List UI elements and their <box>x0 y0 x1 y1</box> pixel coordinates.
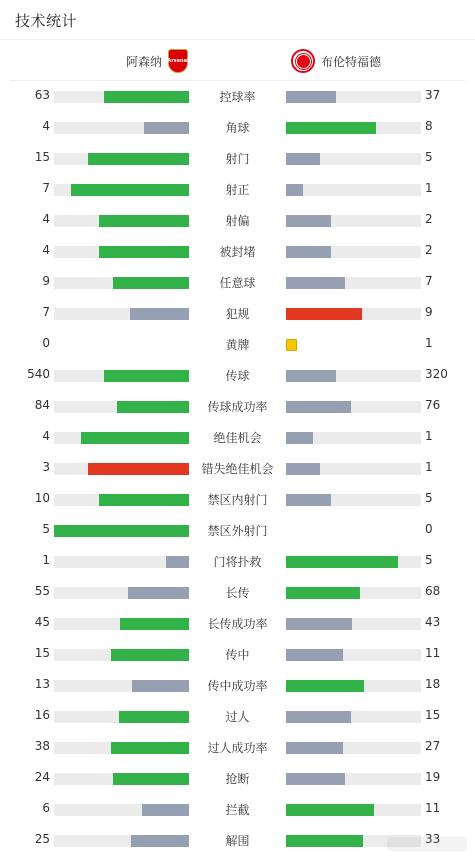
home-bar-track <box>54 494 189 506</box>
away-bar-fill <box>286 246 331 258</box>
home-bar-track <box>54 91 189 103</box>
stat-row <box>0 422 475 453</box>
stat-label: 黄牌 <box>225 338 250 352</box>
away-stat-value: 11 <box>425 801 441 815</box>
home-stat-value: 4 <box>42 243 50 257</box>
away-bar-track <box>286 122 421 134</box>
away-bar-track <box>286 184 421 196</box>
stat-row <box>0 81 475 112</box>
away-team-name: 布伦特福德 <box>321 54 382 69</box>
away-stat-value: 5 <box>425 553 433 567</box>
stat-row <box>0 236 475 267</box>
stat-label: 解围 <box>225 834 250 848</box>
arsenal-crest-icon <box>168 49 188 73</box>
home-bar-fill <box>128 587 189 599</box>
home-bar-track <box>54 804 189 816</box>
stat-label: 犯规 <box>225 307 250 321</box>
away-bar-track <box>286 463 421 475</box>
home-bar-fill <box>99 215 189 227</box>
away-bar-fill <box>286 804 374 816</box>
home-stat-value: 24 <box>34 770 50 784</box>
home-bar-fill <box>99 494 189 506</box>
stat-label: 传球成功率 <box>207 400 268 414</box>
home-stat-value: 45 <box>34 615 50 629</box>
home-stat-value: 38 <box>34 739 50 753</box>
home-stat-value: 13 <box>34 677 50 691</box>
away-bar-track <box>286 401 421 413</box>
away-bar-fill <box>286 835 363 847</box>
stat-label: 禁区外射门 <box>207 524 268 538</box>
home-bar-track <box>54 370 189 382</box>
away-stat-value: 1 <box>425 336 433 350</box>
away-stat-value: 68 <box>425 584 441 598</box>
home-stat-value: 55 <box>34 584 50 598</box>
away-stat-value: 7 <box>425 274 433 288</box>
away-stat-value: 19 <box>425 770 441 784</box>
home-bar-fill <box>111 649 189 661</box>
stat-row <box>0 267 475 298</box>
stat-row <box>0 360 475 391</box>
home-stat-value: 84 <box>34 398 50 412</box>
away-bar-track <box>286 804 421 816</box>
away-bar-fill <box>286 680 364 692</box>
away-bar-track <box>286 742 421 754</box>
home-bar-track <box>54 246 189 258</box>
stat-row <box>0 701 475 732</box>
stat-row <box>0 112 475 143</box>
section-header <box>0 0 475 40</box>
away-bar-track <box>286 711 421 723</box>
stat-label: 角球 <box>225 121 250 135</box>
stat-label: 门将扑救 <box>213 555 262 569</box>
stat-label: 错失绝佳机会 <box>201 462 274 476</box>
home-bar-track <box>54 153 189 165</box>
away-bar-track <box>286 494 421 506</box>
stats-list <box>0 81 475 856</box>
stat-label: 长传 <box>225 586 250 600</box>
away-bar-fill <box>286 618 352 630</box>
away-bar-track <box>286 215 421 227</box>
home-stat-value: 16 <box>34 708 50 722</box>
home-stat-value: 15 <box>34 150 50 164</box>
stat-label: 控球率 <box>219 90 256 104</box>
away-bar-track <box>286 773 421 785</box>
away-stat-value: 11 <box>425 646 441 660</box>
team-header <box>10 41 465 81</box>
away-stat-value: 33 <box>425 832 441 846</box>
brentford-crest-icon <box>291 49 315 73</box>
home-bar-track <box>54 649 189 661</box>
away-bar-fill <box>286 401 351 413</box>
away-bar-fill <box>286 91 336 103</box>
stat-row <box>0 298 475 329</box>
home-stat-value: 10 <box>34 491 50 505</box>
stat-label: 过人成功率 <box>207 741 268 755</box>
away-stat-value: 5 <box>425 491 433 505</box>
away-bar-fill <box>286 308 362 320</box>
home-stat-value: 15 <box>34 646 50 660</box>
home-stat-value: 9 <box>42 274 50 288</box>
away-bar-fill <box>286 649 343 661</box>
away-bar-track <box>286 618 421 630</box>
stat-row <box>0 143 475 174</box>
home-bar-fill <box>104 370 189 382</box>
home-bar-fill <box>104 91 189 103</box>
home-bar-track <box>54 122 189 134</box>
stat-label: 拦截 <box>225 803 250 817</box>
away-bar-track <box>286 153 421 165</box>
away-stat-value: 320 <box>425 367 448 381</box>
away-bar-fill <box>286 742 343 754</box>
away-bar-track <box>286 587 421 599</box>
stat-row <box>0 794 475 825</box>
away-bar-fill <box>286 494 331 506</box>
away-bar-track <box>286 680 421 692</box>
stat-label: 传球 <box>225 369 250 383</box>
home-bar-track <box>54 215 189 227</box>
away-stat-value: 8 <box>425 119 433 133</box>
stat-row <box>0 763 475 794</box>
home-stat-value: 4 <box>42 119 50 133</box>
stat-label: 过人 <box>225 710 250 724</box>
away-bar-fill <box>286 370 336 382</box>
away-bar-track <box>286 556 421 568</box>
stat-label: 任意球 <box>219 276 256 290</box>
stat-row <box>0 205 475 236</box>
home-bar-fill <box>166 556 189 568</box>
home-stat-value: 4 <box>42 429 50 443</box>
away-bar-fill <box>286 277 345 289</box>
stat-row <box>0 670 475 701</box>
away-stat-value: 15 <box>425 708 441 722</box>
home-stat-value: 7 <box>42 181 50 195</box>
home-stat-value: 25 <box>34 832 50 846</box>
home-bar-track <box>54 463 189 475</box>
away-stat-value: 1 <box>425 460 433 474</box>
away-bar-fill <box>286 463 320 475</box>
away-stat-value: 9 <box>425 305 433 319</box>
home-bar-fill <box>117 401 189 413</box>
home-team-name: 阿森纳 <box>126 54 163 69</box>
away-bar-track <box>286 370 421 382</box>
away-bar-fill <box>286 215 331 227</box>
away-bar-track <box>286 91 421 103</box>
away-bar-track <box>286 246 421 258</box>
away-bar-track <box>286 432 421 444</box>
home-stat-value: 1 <box>42 553 50 567</box>
away-stat-value: 18 <box>425 677 441 691</box>
home-stat-value: 5 <box>42 522 50 536</box>
stat-label: 禁区内射门 <box>207 493 268 507</box>
home-stat-value: 6 <box>42 801 50 815</box>
home-bar-track <box>54 308 189 320</box>
home-bar-fill <box>99 246 189 258</box>
stat-label: 射门 <box>225 152 250 166</box>
away-bar-track <box>286 525 421 537</box>
home-stat-value: 540 <box>27 367 50 381</box>
stat-label: 传中 <box>225 648 250 662</box>
away-stat-value: 76 <box>425 398 441 412</box>
away-bar-fill <box>286 122 376 134</box>
stat-label: 长传成功率 <box>207 617 268 631</box>
away-stat-value: 1 <box>425 181 433 195</box>
away-stat-value: 27 <box>425 739 441 753</box>
stat-row <box>0 639 475 670</box>
stat-label: 传中成功率 <box>207 679 268 693</box>
stat-label: 被封堵 <box>219 245 256 259</box>
home-bar-fill <box>144 122 189 134</box>
home-bar-track <box>54 401 189 413</box>
away-stat-value: 0 <box>425 522 433 536</box>
home-bar-fill <box>130 308 189 320</box>
home-bar-fill <box>119 711 189 723</box>
away-stat-value: 43 <box>425 615 441 629</box>
stat-row <box>0 453 475 484</box>
home-bar-track <box>54 277 189 289</box>
home-bar-fill <box>81 432 189 444</box>
away-bar-track <box>286 649 421 661</box>
home-bar-fill <box>88 153 189 165</box>
home-bar-track <box>54 618 189 630</box>
away-bar-fill <box>286 184 303 196</box>
away-bar-track <box>286 277 421 289</box>
stat-label: 射正 <box>225 183 250 197</box>
away-stat-value: 1 <box>425 429 433 443</box>
home-bar-track <box>54 835 189 847</box>
home-bar-fill <box>88 463 189 475</box>
home-bar-fill <box>54 525 189 537</box>
away-bar-fill <box>286 153 320 165</box>
stat-row <box>0 484 475 515</box>
away-stat-value: 5 <box>425 150 433 164</box>
watermark <box>387 837 467 851</box>
away-bar-fill <box>286 432 313 444</box>
home-bar-fill <box>113 773 189 785</box>
away-bar-track <box>286 308 421 320</box>
home-stat-value: 7 <box>42 305 50 319</box>
home-bar-track <box>54 587 189 599</box>
away-bar-fill <box>286 587 360 599</box>
home-stat-value: 4 <box>42 212 50 226</box>
away-bar-fill <box>286 773 345 785</box>
home-bar-fill <box>132 680 189 692</box>
away-bar-fill <box>286 556 398 568</box>
home-bar-fill <box>111 742 189 754</box>
stat-row <box>0 577 475 608</box>
stat-label: 绝佳机会 <box>213 431 262 445</box>
stat-label: 抢断 <box>225 772 250 786</box>
away-stat-value: 37 <box>425 88 441 102</box>
stat-row <box>0 174 475 205</box>
home-bar-fill <box>71 184 189 196</box>
stat-row <box>0 329 475 360</box>
home-stat-value: 63 <box>34 88 50 102</box>
home-bar-track <box>54 680 189 692</box>
home-stat-value: 3 <box>42 460 50 474</box>
section-title: 技术统计 <box>15 12 78 30</box>
home-team[interactable] <box>126 49 188 73</box>
stat-label: 射偏 <box>225 214 250 228</box>
away-stat-value: 2 <box>425 243 433 257</box>
home-crest-text: Arsenal <box>167 58 189 64</box>
home-bar-track <box>54 711 189 723</box>
stat-row <box>0 391 475 422</box>
stat-row <box>0 608 475 639</box>
home-bar-fill <box>131 835 189 847</box>
stat-row <box>0 732 475 763</box>
yellow-card-icon <box>286 339 297 351</box>
stat-row <box>0 515 475 546</box>
home-bar-fill <box>113 277 189 289</box>
away-team[interactable] <box>291 49 381 73</box>
home-bar-track <box>54 742 189 754</box>
away-stat-value: 2 <box>425 212 433 226</box>
home-bar-track <box>54 432 189 444</box>
home-bar-track <box>54 184 189 196</box>
home-bar-fill <box>120 618 189 630</box>
home-stat-value: 0 <box>42 336 50 350</box>
home-bar-track <box>54 525 189 537</box>
home-bar-track <box>54 556 189 568</box>
away-bar-fill <box>286 711 351 723</box>
home-bar-fill <box>142 804 189 816</box>
stat-row <box>0 546 475 577</box>
home-bar-track <box>54 773 189 785</box>
